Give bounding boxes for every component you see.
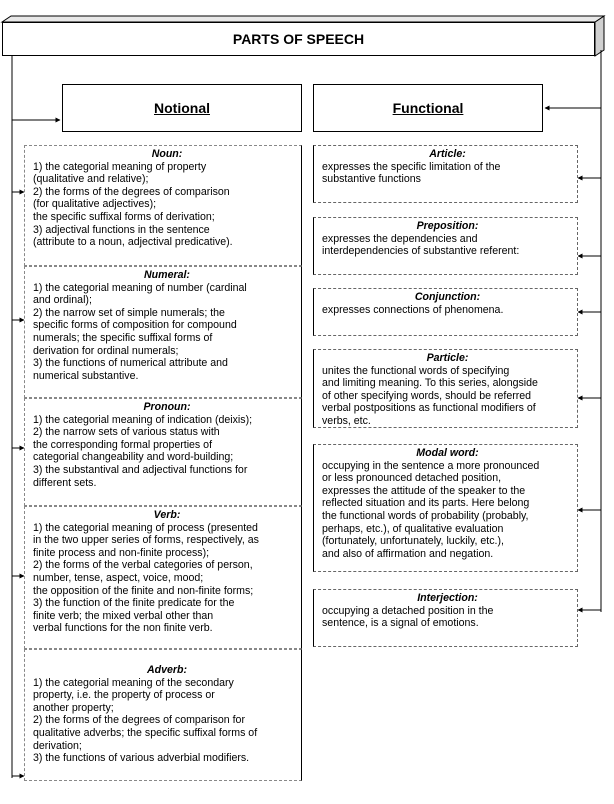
numeral-title: Numeral:: [144, 269, 190, 281]
numeral-box: [24, 266, 302, 398]
article-box: [313, 145, 578, 203]
noun-box: [24, 145, 302, 266]
noun-body: 1) the categorial meaning of property (qualitative and relative); 2) the forms of the degrees of comparison (for qualitative adjectives); the specific suffixal forms of derivation; 3) adjectival functions in the sentence (attribute to a noun, adjectival predicative).: [33, 160, 233, 249]
numeral-body: 1) the categorial meaning of number (cardinal and ordinal); 2) the narrow set of simple numerals; the specific forms of composition for compound numerals; the specific suffixal forms of derivation for ordinal numerals; 3) the functions of numerical attribute and numerical substantive.: [33, 281, 247, 382]
article-title: Article:: [429, 148, 466, 160]
interjection-box: [313, 589, 578, 647]
verb-title: Verb:: [153, 509, 181, 521]
modal-word-box: [313, 444, 578, 572]
article-body: expresses the specific limitation of the substantive functions: [322, 160, 501, 186]
conjunction-box: [313, 288, 578, 336]
functional-header-text: Functional: [392, 100, 464, 116]
preposition-title: Preposition:: [416, 220, 479, 232]
interjection-title: Interjection:: [417, 592, 478, 604]
adverb-box: [24, 649, 302, 781]
pronoun-box: [24, 398, 302, 506]
noun-title: Noun:: [151, 148, 183, 160]
notional-header: [62, 84, 302, 132]
conjunction-title: Conjunction:: [414, 291, 481, 303]
notional-header-text: Notional: [154, 100, 210, 116]
particle-title: Particle:: [426, 352, 469, 364]
modal-word-title: Modal word:: [416, 447, 479, 459]
title-depth-side: [595, 16, 604, 56]
modal-word-body: occupying in the sentence a more pronounced or less pronounced detached position, expresses the attitude of the speaker to the reflected situation and its parts. Here belong the functional words of probability (probably, perhaps, etc.), of qualitative evaluation (fortunately, unfortunately, luckily, etc.), and also of affirmation and negation.: [322, 459, 540, 560]
conjunction-body: expresses connections of phenomena.: [322, 303, 504, 316]
verb-box: [24, 506, 302, 649]
diagram-title: [2, 22, 595, 56]
preposition-body: expresses the dependencies and interdependencies of substantive referent:: [322, 232, 520, 258]
adverb-body: 1) the categorial meaning of the secondary property, i.e. the property of process or another property; 2) the forms of the degrees of comparison for qualitative adverbs; the specific suffixal forms of derivation; 3) the functions of various adverbial modifiers.: [33, 676, 258, 765]
diagram-title-text: PARTS OF SPEECH: [232, 31, 365, 47]
particle-body: unites the functional words of specifying and limiting meaning. To this series, alongside of other specifying words, should be referred verbal postpositions as functional modifiers of verbs, etc.: [322, 364, 538, 427]
pronoun-title: Pronoun:: [143, 401, 191, 413]
adverb-title: Adverb:: [146, 664, 188, 676]
interjection-body: occupying a detached position in the sentence, is a signal of emotions.: [322, 604, 494, 630]
verb-body: 1) the categorial meaning of process (presented in the two upper series of forms, respectively, as finite process and non-finite process); 2) the forms of the verbal categories of person, number, tense, aspect, voice, mood; the opposition of the finite and non-finite forms; 3) the function of the finite predicate for the finite verb; the mixed verbal other than verbal functions for the non finite verb.: [33, 521, 259, 635]
particle-box: [313, 349, 578, 428]
preposition-box: [313, 217, 578, 275]
pronoun-body: 1) the categorial meaning of indication (deixis); 2) the narrow sets of various status with the corresponding formal properties of categorial changeability and word-building; 3) the substantival and adjectival functions for different sets.: [33, 413, 253, 489]
functional-header: [313, 84, 543, 132]
